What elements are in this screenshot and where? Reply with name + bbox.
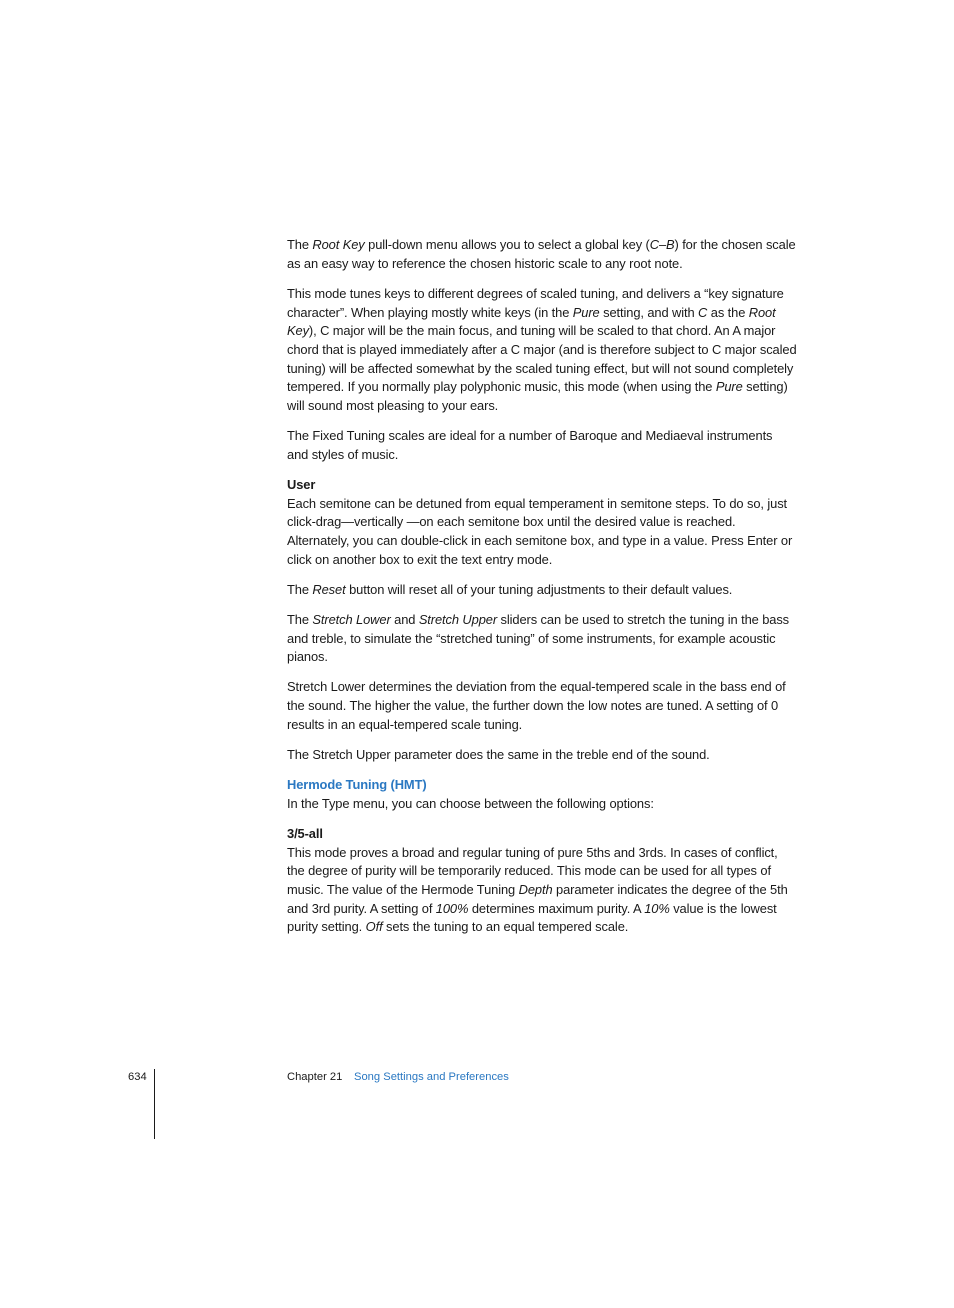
chapter-title-link[interactable]: Song Settings and Preferences <box>354 1071 509 1083</box>
paragraph-stretch-upper: The Stretch Upper parameter does the same in the treble end of the sound. <box>287 746 710 762</box>
paragraph-stretch-sliders: The Stretch Lower and Stretch Upper sliders can be used to stretch the tuning in the bass and treble, to simulate the “stretched tuning” of some instruments, for example acoustic pianos. <box>287 611 790 665</box>
paragraph-fixed-tuning: The Fixed Tuning scales are ideal for a number of Baroque and Mediaeval instruments and styles of music. <box>287 428 773 462</box>
paragraph-stretch-lower: Stretch Lower determines the deviation from the equal-tempered scale in the bass end of the sound. The higher the value, the further down the low notes are tuned. A setting of 0 results in an equal-tempered scale tuning. <box>287 679 786 732</box>
paragraph-scaled-tuning: This mode tunes keys to different degrees of scaled tuning, and delivers a “key signature character”. When playing mostly white keys (in the Pure setting, and with C as the Root Key), C major will be the main focus, and tuning will be scaled to that chord. An A major chord that is played immediately after a C major (and is therefore subject to C major scaled tuning) will be affected somewhat by the scaled tuning effect, but will not sound completely tempered. If you normally play polyphonic music, this mode (when using the Pure setting) will sound most pleasing to your ears. <box>287 285 797 414</box>
subheading-3-5-all: 3/5-all <box>287 825 323 841</box>
paragraph-reset: The Reset button will reset all of your tuning adjustments to their default values. <box>287 581 733 597</box>
subheading-user: User <box>287 476 316 492</box>
main-text <box>287 236 797 948</box>
paragraph-type-menu: In the Type menu, you can choose between the following options: <box>287 795 654 811</box>
paragraph-root-key: The Root Key pull-down menu allows you to select a global key (C–B) for the chosen scale as an easy way to reference the chosen historic scale to any root note. <box>287 237 796 271</box>
paragraph-user: Each semitone can be detuned from equal temperament in semitone steps. To do so, just click-drag—vertically —on each semitone box until the desired value is reached. Alternately, you can double-click in each semitone box, and type in a value. Press Enter or click on another box to exit the text entry mode. <box>287 495 793 567</box>
page-number: 634 <box>128 1071 147 1083</box>
section-heading-hermode-tuning: Hermode Tuning (HMT) <box>287 777 427 792</box>
paragraph-3-5-all: This mode proves a broad and regular tuning of pure 5ths and 3rds. In cases of conflict, the degree of purity will be temporarily reduced. This mode can be used for all types of music. The value of the Hermode Tuning Depth parameter indicates the degree of the 5th and 3rd purity. A setting of 100% determines maximum purity. A 10% value is the lowest purity setting. Off sets the tuning to an equal tempered scale. <box>287 844 788 935</box>
footer-divider <box>154 1069 155 1139</box>
chapter-label: Chapter 21 <box>287 1071 343 1083</box>
